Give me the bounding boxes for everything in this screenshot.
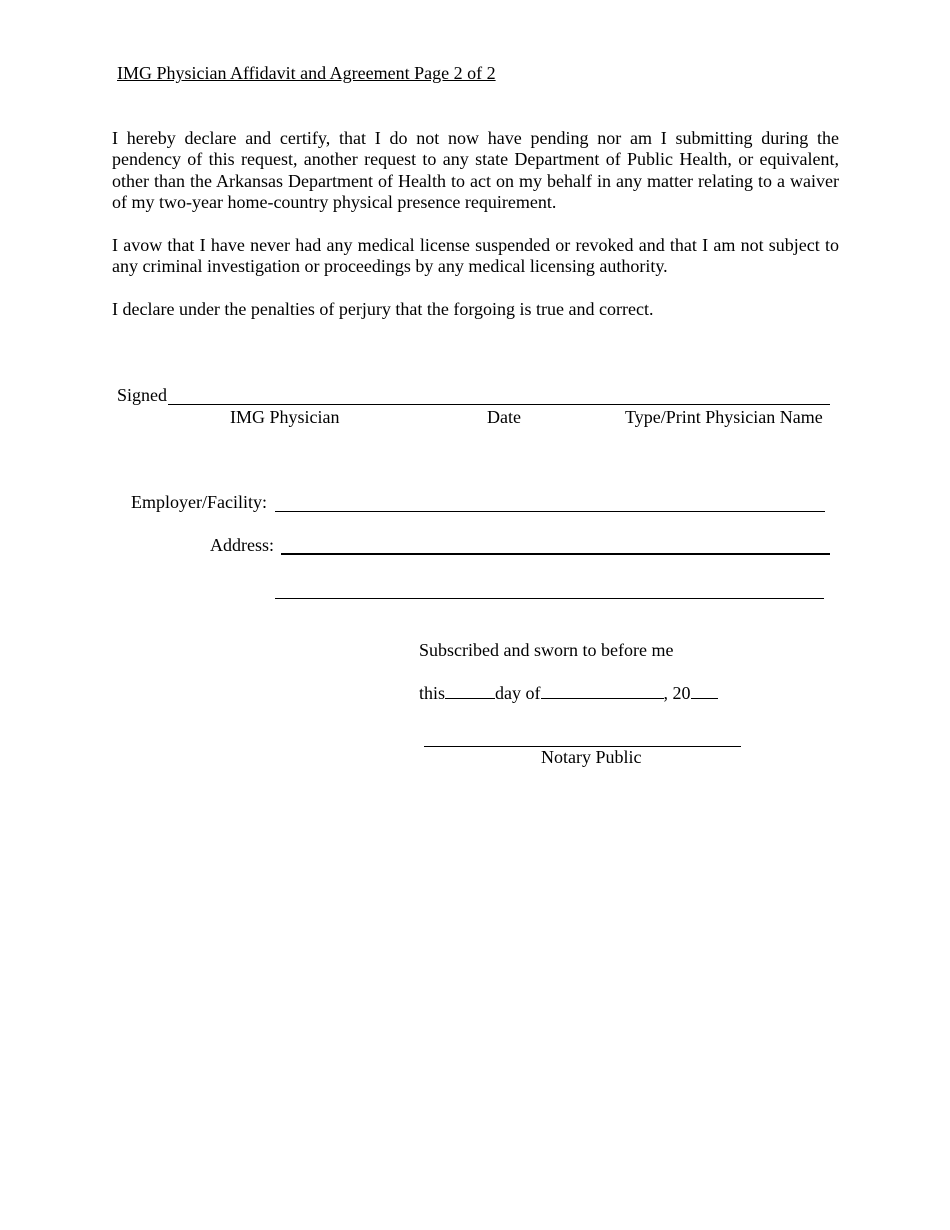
notary-caption: Notary Public (541, 747, 642, 767)
physician-caption: IMG Physician (230, 407, 340, 427)
employer-label: Employer/Facility: (131, 492, 267, 512)
year-blank[interactable] (691, 684, 718, 699)
printed-name-caption: Type/Print Physician Name (625, 407, 823, 427)
this-label: this (419, 683, 446, 703)
page-header: IMG Physician Affidavit and Agreement Page 2 of 2 (117, 63, 496, 83)
employer-field[interactable] (275, 511, 825, 512)
address-field-line-2[interactable] (275, 598, 824, 599)
day-of-label: day of (495, 683, 541, 703)
perjury-paragraph: I declare under the penalties of perjury that the forgoing is true and correct. (112, 299, 654, 319)
sworn-text: Subscribed and sworn to before me (419, 640, 674, 660)
year-prefix: , 20 (663, 683, 691, 703)
signed-label: Signed (117, 385, 168, 405)
month-blank[interactable] (541, 684, 664, 699)
address-field-line-1[interactable] (281, 553, 830, 555)
date-caption: Date (487, 407, 521, 427)
day-blank[interactable] (445, 684, 495, 699)
declaration-paragraph: I hereby declare and certify, that I do not now have pending nor am I submitting during the pendency of this request, another request to any state Department of Public Health, or equivalent, other than the Arkansas Department of Health to act on my behalf in any matter relating to a waiver of my two-year home-country physical presence requirement. (112, 128, 839, 213)
date-sworn-line (419, 683, 718, 704)
signature-line[interactable] (168, 404, 830, 405)
license-paragraph: I avow that I have never had any medical license suspended or revoked and that I am not subject to any criminal investigation or proceedings by any medical licensing authority. (112, 235, 839, 277)
address-label: Address: (210, 535, 274, 555)
